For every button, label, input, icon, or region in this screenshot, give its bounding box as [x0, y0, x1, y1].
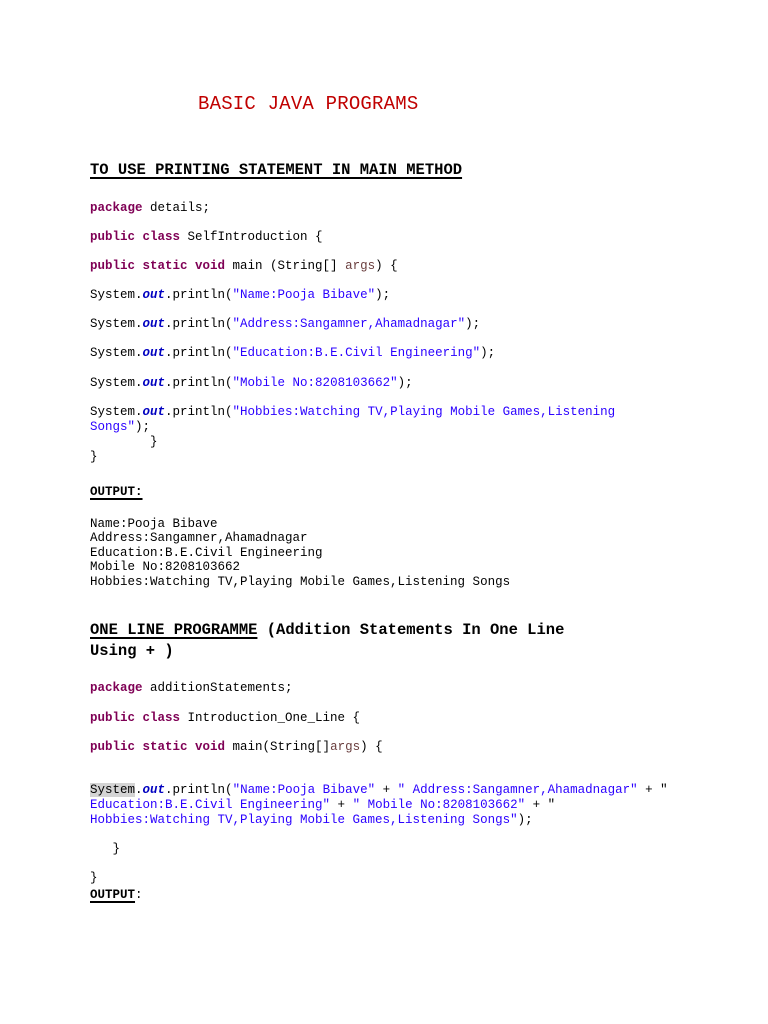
code-text: + " [637, 783, 668, 797]
code-text: ); [135, 420, 151, 434]
output-label: OUTPUT: [90, 485, 143, 499]
code-line-println-combined-3 [90, 813, 533, 828]
code-text: ); [517, 813, 533, 827]
code-line-package [90, 681, 293, 696]
code-text: ); [480, 346, 496, 360]
code-text: main (String[] [225, 259, 346, 273]
code-line-println-combined [90, 783, 668, 798]
code-field: out [142, 317, 166, 331]
code-text: ); [465, 317, 481, 331]
keyword: package [90, 201, 143, 215]
code-string: "Name:Pooja Bibave" [232, 288, 376, 302]
code-string: Songs" [90, 420, 136, 434]
code-string: "Address:Sangamner,Ahamadnagar" [232, 317, 466, 331]
code-text: + " [525, 798, 556, 812]
code-string: "Hobbies:Watching TV,Playing Mobile Games,Listening [232, 405, 616, 419]
code-line-println-combined-2 [90, 798, 555, 813]
section2-heading [90, 620, 564, 640]
code-text: + [375, 783, 398, 797]
code-text: .println( [165, 783, 233, 797]
code-line-package [90, 201, 210, 216]
output-label-colon: : [135, 888, 143, 902]
code-line-class [90, 230, 323, 245]
code-text: additionStatements; [142, 681, 293, 695]
output-label-text: OUTPUT [90, 888, 136, 902]
document-title: BASIC JAVA PROGRAMS [198, 93, 419, 115]
output-line: Hobbies:Watching TV,Playing Mobile Games,Listening Songs [90, 575, 511, 589]
code-text: .println( [165, 346, 233, 360]
code-line-println-2 [90, 317, 480, 332]
code-string: " Address:Sangamner,Ahamadnagar" [397, 783, 638, 797]
code-text: ); [397, 376, 413, 390]
code-string: "Mobile No:8208103662" [232, 376, 398, 390]
code-text: System. [90, 288, 143, 302]
code-line-close-inner: } [90, 842, 121, 856]
code-line-println-5-cont [90, 420, 150, 435]
code-text: System. [90, 405, 143, 419]
section2-heading-underlined: ONE LINE PROGRAMME [90, 621, 258, 639]
code-args: args [330, 740, 361, 754]
code-args: args [345, 259, 376, 273]
code-text: System. [90, 376, 143, 390]
section2-heading-cont: Using + ) [90, 642, 174, 660]
code-line-println-3 [90, 346, 495, 361]
code-string: " Mobile No:8208103662" [352, 798, 526, 812]
code-text: SelfIntroduction { [180, 230, 323, 244]
code-text: .println( [165, 317, 233, 331]
code-text: .println( [165, 376, 233, 390]
keyword: public class [90, 230, 181, 244]
code-line-close-inner: } [90, 435, 158, 449]
code-field: out [142, 346, 166, 360]
code-field: out [142, 376, 166, 390]
code-field: out [142, 783, 166, 797]
code-text: System. [90, 346, 143, 360]
code-line-class [90, 711, 360, 726]
output-line: Address:Sangamner,Ahamadnagar [90, 531, 308, 545]
code-text: . [135, 783, 143, 797]
code-text: main(String[] [225, 740, 331, 754]
code-text: ) { [375, 259, 398, 273]
code-text: Introduction_One_Line { [180, 711, 361, 725]
output-line: Mobile No:8208103662 [90, 560, 241, 574]
code-line-method [90, 259, 398, 274]
code-string: "Education:B.E.Civil Engineering" [232, 346, 481, 360]
output-line: Name:Pooja Bibave [90, 517, 218, 531]
code-text: + [330, 798, 353, 812]
code-highlight: System [90, 783, 136, 797]
code-line-println-5 [90, 405, 615, 420]
keyword: package [90, 681, 143, 695]
code-field: out [142, 288, 166, 302]
code-text: ) { [360, 740, 383, 754]
keyword: public static void [90, 259, 226, 273]
code-text: ); [375, 288, 391, 302]
code-text: details; [142, 201, 211, 215]
code-text: System. [90, 317, 143, 331]
section2-heading-rest: (Addition Statements In One Line [257, 621, 565, 639]
section1-heading: TO USE PRINTING STATEMENT IN MAIN METHOD [90, 161, 463, 179]
code-line-close-outer: } [90, 450, 98, 464]
code-line-close-outer: } [90, 871, 98, 885]
keyword: public static void [90, 740, 226, 754]
code-text: .println( [165, 405, 233, 419]
code-field: out [142, 405, 166, 419]
code-line-method [90, 740, 383, 755]
output-line: Education:B.E.Civil Engineering [90, 546, 323, 560]
code-string: Hobbies:Watching TV,Playing Mobile Games,Listening Songs" [90, 813, 518, 827]
output-label-2 [90, 888, 143, 903]
code-string: "Name:Pooja Bibave" [232, 783, 376, 797]
code-line-println-1 [90, 288, 390, 303]
code-text: .println( [165, 288, 233, 302]
code-line-println-4 [90, 376, 413, 391]
keyword: public class [90, 711, 181, 725]
code-string: Education:B.E.Civil Engineering" [90, 798, 331, 812]
